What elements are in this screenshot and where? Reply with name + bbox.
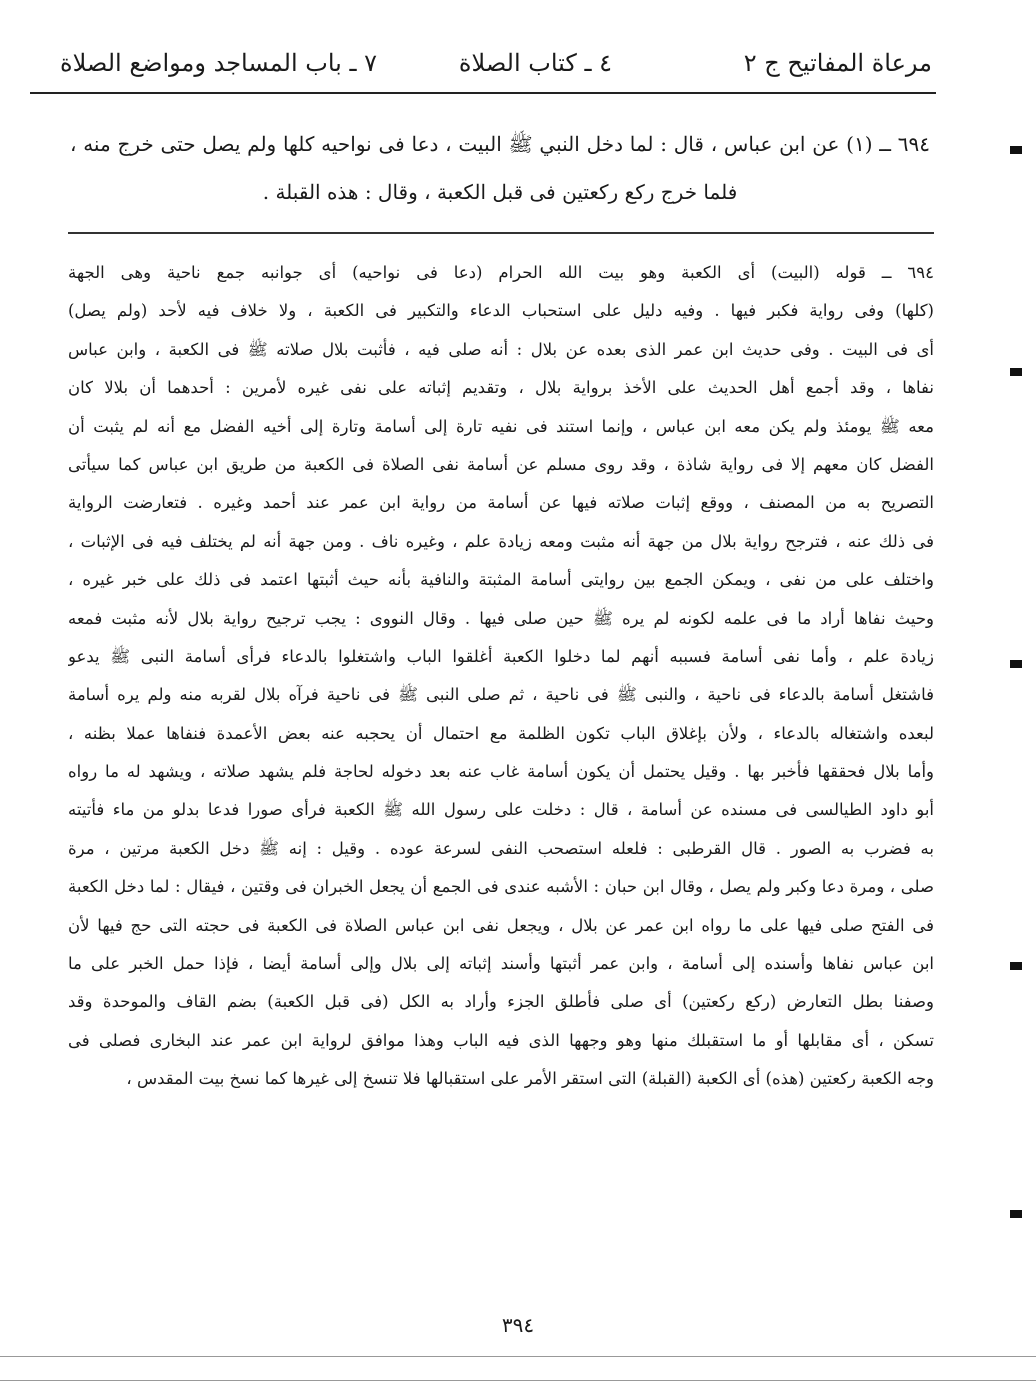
commentary-line: (كلها) وفى رواية فكبر فيها . وفيه دليل على استحباب الدعاء والتكبير فى الكعبة ، ولا خلاف فيه لأحد (ولم يصل) bbox=[68, 301, 934, 321]
commentary-line: وجه الكعبة ركعتين (هذه) أى الكعبة (القبلة) التى استقر الأمر على استقبالها فلا تنسخ إلى غيرها كما نسخ بيت المقدس ، bbox=[126, 1069, 934, 1089]
header-chapter: ٤ ـ كتاب الصلاة bbox=[458, 49, 612, 77]
commentary-line: فى ذلك عنه ، فترجح رواية بلال من جهة أنه مثبت ومعه زيادة علم ، وغيره ناف . ومن جهة أنه لم يختلف فيه فى الإثبات ، bbox=[68, 531, 934, 551]
hadith-text: ٦٩٤ ــ (١) عن ابن عباس ، قال : لما دخل النبي ﷺ البيت ، دعا فى نواحيه كلها ولم يصل حتى خرج منه ، فلما خرج ركع ركعتين فى قبل الكعبة ، وقال : هذه القبلة . bbox=[70, 132, 930, 204]
header-section: ٧ ـ باب المساجد ومواضع الصلاة bbox=[60, 49, 378, 77]
commentary-line: صلى ، ومرة دعا وكبر ولم يصل ، وقال ابن حبان : الأشبه عندى فى الجمع أن يجعل الخبران فى وقتين ، فيقال : لما دخل الكعبة bbox=[68, 877, 934, 897]
commentary-line: الفضل كان معهم إلا فى رواية شاذة ، وقد روى مسلم عن أسامة نفى الصلاة فى الكعبة من طريق ابن عباس كما سيأتى bbox=[68, 454, 934, 474]
commentary-line: واختلف على من نفى ، ويمكن الجمع بين روايتى أسامة المثبتة والنافية بأنه حيث أثبتها اعتمد فى ذلك على خبر غيره ، bbox=[68, 570, 934, 590]
commentary-line: به فضرب به الصور . قال القرطبى : فلعله استصحب النفى لسرعة عوده . وقيل : إنه ﷺ دخل الكعبة مرتين ، مرة bbox=[68, 838, 934, 858]
scan-edge-line bbox=[0, 1380, 1036, 1381]
commentary-line: تسكن ، أى مقابلها أو ما استقبلك منها وهو وجهها الذى فيه الباب وهذا موافق لرواية ابن عمر عند البخارى فصلى فى bbox=[68, 1030, 934, 1050]
commentary-line: التصريح به من المصنف ، ووقع إثبات صلاته فيها عن أسامة من رواية ابن عمر عند أحمد وغيره . فتعارضت الرواية bbox=[68, 493, 934, 513]
header-rule bbox=[30, 92, 936, 94]
commentary-line: معه ﷺ يومئذ ولم يكن معه ابن عباس ، وإنما استند فى نفيه تارة إلى أسامة وتارة إلى أخيه الفضل مع أنه لم يثبت أن bbox=[68, 416, 934, 436]
commentary-line: وأما بلال فحققها فأخبر بها . وقيل يحتمل أن يكون أسامة غاب عنه بعد دخوله لحاجة فلم يشهد صلاته ، ويشهد له ما رواه bbox=[68, 762, 934, 782]
commentary-line: ابن عباس نفاها وأسنده إلى أسامة ، وابن عمر أثبتها وأسند إثباته إلى بلال وإلى أسامة أيضا ، فإذا حمل الخبر على ما bbox=[68, 954, 934, 974]
header-book-title: مرعاة المفاتيح ج ٢ bbox=[743, 49, 932, 77]
margin-mark bbox=[1010, 368, 1022, 376]
margin-mark bbox=[1010, 146, 1022, 154]
scan-edge-line bbox=[0, 1356, 1036, 1357]
margin-mark bbox=[1010, 1210, 1022, 1218]
commentary-line: فى الفتح صلى فيها على ما رواه ابن عمر عن بلال ، ويجعل نفى ابن عباس الصلاة فى الكعبة فى حجته التى حج فيها لأن bbox=[68, 915, 934, 935]
commentary-line: فاشتغل أسامة بالدعاء فى ناحية ، والنبى ﷺ فى ناحية ، ثم صلى النبى ﷺ فى ناحية فرآه بلال لقربه منه ولم يره أسامة bbox=[68, 685, 934, 705]
margin-mark bbox=[1010, 962, 1022, 970]
commentary-line: زيادة علم ، وأما نفى أسامة فسببه أنهم لما دخلوا الكعبة أغلقوا الباب واشتغلوا بالدعاء فرأى أسامة النبى ﷺ يدعو bbox=[68, 646, 934, 666]
commentary-line: وحيث نفاها أراد ما فى علمه لكونه لم يره ﷺ حين صلى فيها . وقال النووى : يجب ترجيح رواية بلال لأنه مثبت فمعه bbox=[68, 608, 934, 628]
commentary-line: لبعده واشتغاله بالدعاء ، ولأن بإغلاق الباب تكون الظلمة مع احتمال أن يحجبه عنه بعض الأعمدة فنفاها عملا بظنه ، bbox=[68, 723, 934, 743]
page-number: ٣٩٤ bbox=[501, 1313, 535, 1337]
commentary-line: وصفنا بطل التعارض (ركع ركعتين) أى صلى فأطلق الجزء وأراد به الكل (فى قبل الكعبة) بضم القاف والموحدة وقد bbox=[68, 992, 934, 1012]
section-divider bbox=[68, 232, 934, 234]
running-header bbox=[60, 40, 932, 86]
commentary-line: ٦٩٤ ــ قوله (البيت) أى الكعبة وهو بيت الله الحرام (دعا فى نواحيه) أى جوانبه جمع ناحية وهى الجهة bbox=[68, 263, 934, 282]
commentary-line: أى فى البيت . وفى حديث ابن عمر الذى بعده عن بلال : أنه صلى فيه ، فأثبت بلال صلاته ﷺ فى الكعبة ، وابن عباس bbox=[68, 339, 934, 359]
commentary-block bbox=[68, 254, 934, 1099]
commentary-line: نفاها ، وقد أجمع أهل الحديث على الأخذ برواية بلال ، وتقديم إثباته على نفى غيره لأمرين : أحدهما أن بلالا كان bbox=[68, 378, 934, 398]
margin-mark bbox=[1010, 660, 1022, 668]
commentary-line: أبو داود الطيالسى فى مسنده عن أسامة ، قال : دخلت على رسول الله ﷺ الكعبة فرأى صورا فدعا بدلو من ماء فأتيته bbox=[68, 800, 934, 820]
